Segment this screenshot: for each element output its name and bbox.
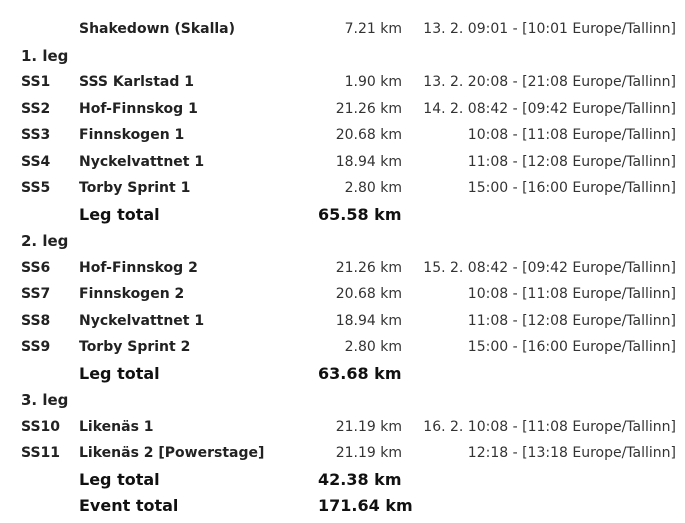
stage-code: SS10 (21, 418, 61, 435)
stage-name: Nyckelvattnet 1 (79, 312, 205, 329)
stage-distance: 18.94 km (335, 153, 402, 170)
rally-itinerary (0, 16, 685, 520)
stage-code: SS5 (21, 180, 51, 196)
shakedown-name: Shakedown (Skalla) (79, 21, 236, 37)
stage-distance: 20.68 km (335, 127, 402, 143)
stage-name: Torby Sprint 2 (79, 339, 191, 355)
stage-code: SS11 (21, 445, 61, 461)
stage-code: SS2 (21, 100, 51, 117)
stage-row (0, 255, 685, 282)
stage-code: SS8 (21, 312, 51, 329)
stage-name: Finnskogen 2 (79, 286, 185, 302)
leg-total-distance: 63.68 km (318, 363, 402, 383)
event-total-row (0, 493, 685, 520)
stage-row (0, 69, 685, 96)
leg-title: 2. leg (21, 232, 69, 250)
stage-distance: 1.90 km (344, 74, 402, 90)
stage-time: 15:00 - [16:00 Europe/Tallinn] (467, 180, 676, 196)
stage-row (0, 149, 685, 176)
stage-row (0, 440, 685, 467)
stage-row (0, 122, 685, 149)
stage-name: Finnskogen 1 (79, 127, 185, 143)
stage-distance: 2.80 km (344, 339, 402, 355)
stage-row (0, 96, 685, 123)
stage-row (0, 281, 685, 308)
stage-name: Nyckelvattnet 1 (79, 153, 205, 170)
stage-code: SS9 (21, 339, 51, 355)
stage-time: 15:00 - [16:00 Europe/Tallinn] (467, 339, 676, 355)
stage-row (0, 334, 685, 361)
leg-title: 1. leg (21, 46, 69, 65)
stage-row (0, 308, 685, 335)
stage-distance: 21.19 km (335, 445, 402, 461)
shakedown-row (0, 16, 685, 43)
stage-time: 10:08 - [11:08 Europe/Tallinn] (467, 286, 676, 302)
stage-time: 11:08 - [12:08 Europe/Tallinn] (467, 312, 676, 329)
stage-name: Likenäs 2 [Powerstage] (79, 445, 265, 461)
shakedown-time: 13. 2. 09:01 - [10:01 Europe/Tallinn] (423, 21, 676, 37)
stage-time: 10:08 - [11:08 Europe/Tallinn] (467, 127, 676, 143)
stage-name: SSS Karlstad 1 (79, 74, 194, 90)
stage-name: Torby Sprint 1 (79, 180, 191, 196)
stage-name: Hof-Finnskog 1 (79, 100, 198, 117)
stage-code: SS7 (21, 286, 51, 302)
leg-header (0, 228, 685, 255)
stage-distance: 21.26 km (335, 259, 402, 276)
shakedown-distance: 7.21 km (344, 21, 402, 37)
stage-code: SS4 (21, 153, 51, 170)
leg-total-row (0, 361, 685, 388)
stage-row (0, 414, 685, 441)
stage-time: 15. 2. 08:42 - [09:42 Europe/Tallinn] (423, 259, 676, 276)
stage-row (0, 175, 685, 202)
stage-distance: 18.94 km (335, 312, 402, 329)
legs-container (0, 43, 685, 494)
leg-title: 3. leg (21, 391, 69, 409)
stage-name: Likenäs 1 (79, 418, 154, 435)
stage-code: SS1 (21, 74, 51, 90)
stage-name: Hof-Finnskog 2 (79, 259, 198, 276)
leg-total-distance: 42.38 km (318, 469, 402, 489)
stage-time: 13. 2. 20:08 - [21:08 Europe/Tallinn] (423, 74, 676, 90)
leg-total-label: Leg total (79, 204, 160, 224)
stage-distance: 2.80 km (344, 180, 402, 196)
stage-time: 16. 2. 10:08 - [11:08 Europe/Tallinn] (423, 418, 676, 435)
leg-total-label: Leg total (79, 469, 160, 489)
stage-code: SS3 (21, 127, 51, 143)
leg-total-row (0, 202, 685, 229)
stage-time: 11:08 - [12:08 Europe/Tallinn] (467, 153, 676, 170)
stage-distance: 21.26 km (335, 100, 402, 117)
stage-time: 12:18 - [13:18 Europe/Tallinn] (467, 445, 676, 461)
event-total-distance: 171.64 km (318, 496, 413, 515)
stage-code: SS6 (21, 259, 51, 276)
leg-total-row (0, 467, 685, 494)
stage-time: 14. 2. 08:42 - [09:42 Europe/Tallinn] (423, 100, 676, 117)
event-total-label: Event total (79, 496, 179, 515)
leg-header (0, 387, 685, 414)
stage-distance: 20.68 km (335, 286, 402, 302)
stage-distance: 21.19 km (335, 418, 402, 435)
leg-total-distance: 65.58 km (318, 204, 402, 224)
leg-total-label: Leg total (79, 363, 160, 383)
leg-header (0, 43, 685, 70)
